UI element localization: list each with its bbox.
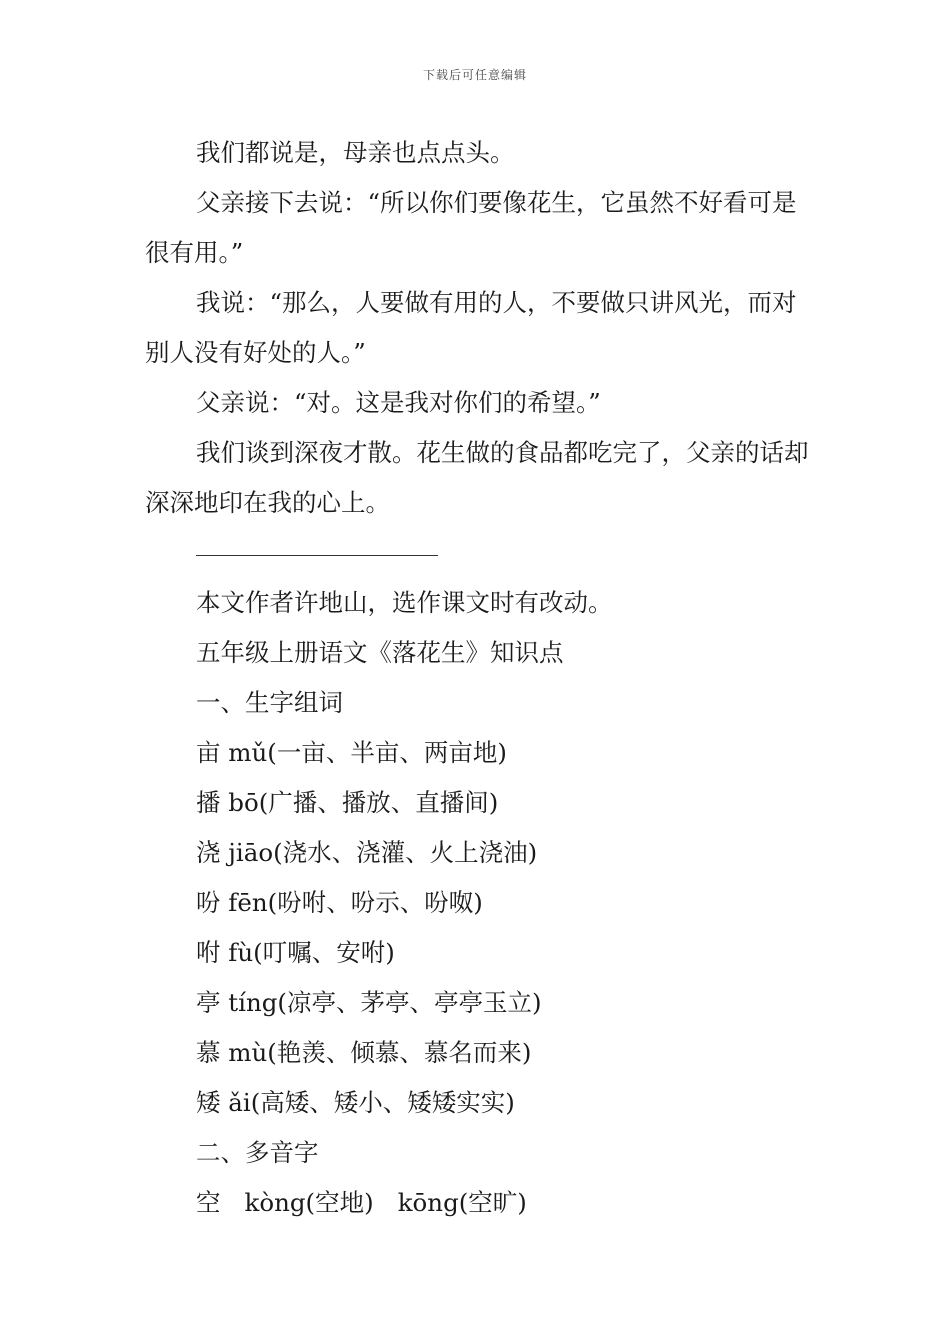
paragraph-5: 我们谈到深夜才散。花生做的食品都吃完了，父亲的话却深深地印在我的心上。 (145, 438, 809, 517)
word-entry: 亭 tíng(凉亭、茅亭、亭亭玉立) (196, 988, 542, 1017)
polyphone-entry (145, 1178, 810, 1228)
paragraph-3: 我说：“那么，人要做有用的人，不要做只讲风光，而对别人没有好处的人。” (145, 288, 797, 367)
footnote-divider (145, 528, 810, 578)
section-heading-vocabulary: 一、生字组词 (196, 688, 343, 717)
polyphone-reading-2: kōng(空旷) (397, 1188, 527, 1217)
word-entry: 矮 ǎi(高矮、矮小、矮矮实实) (196, 1088, 515, 1117)
page-header: 下载后可任意编辑 (422, 68, 527, 82)
paragraph-1: 我们都说是，母亲也点点头。 (196, 138, 515, 167)
word-entry: 吩 fēn(吩咐、吩示、吩呶) (196, 888, 483, 917)
footnote: 本文作者许地山，选作课文时有改动。 (196, 588, 613, 617)
word-entry: 亩 mǔ(一亩、半亩、两亩地) (196, 738, 507, 767)
word-entry: 咐 fù(叮嘱、安咐) (196, 938, 395, 967)
paragraph-2: 父亲接下去说：“所以你们要像花生，它虽然不好看可是很有用。” (145, 188, 797, 267)
section-heading-polyphone: 二、多音字 (196, 1138, 319, 1167)
word-entry: 播 bō(广播、播放、直播间) (196, 788, 499, 817)
knowledge-title: 五年级上册语文《落花生》知识点 (196, 638, 564, 667)
paragraph-4: 父亲说：“对。这是我对你们的希望。” (196, 388, 601, 417)
polyphone-reading-1: kòng(空地) (244, 1188, 374, 1217)
word-entry: 浇 jiāo(浇水、浇灌、火上浇油) (196, 838, 538, 867)
document-body (145, 128, 810, 1228)
word-entry: 慕 mù(艳羡、倾慕、慕名而来) (196, 1038, 532, 1067)
polyphone-char: 空 (196, 1188, 221, 1217)
